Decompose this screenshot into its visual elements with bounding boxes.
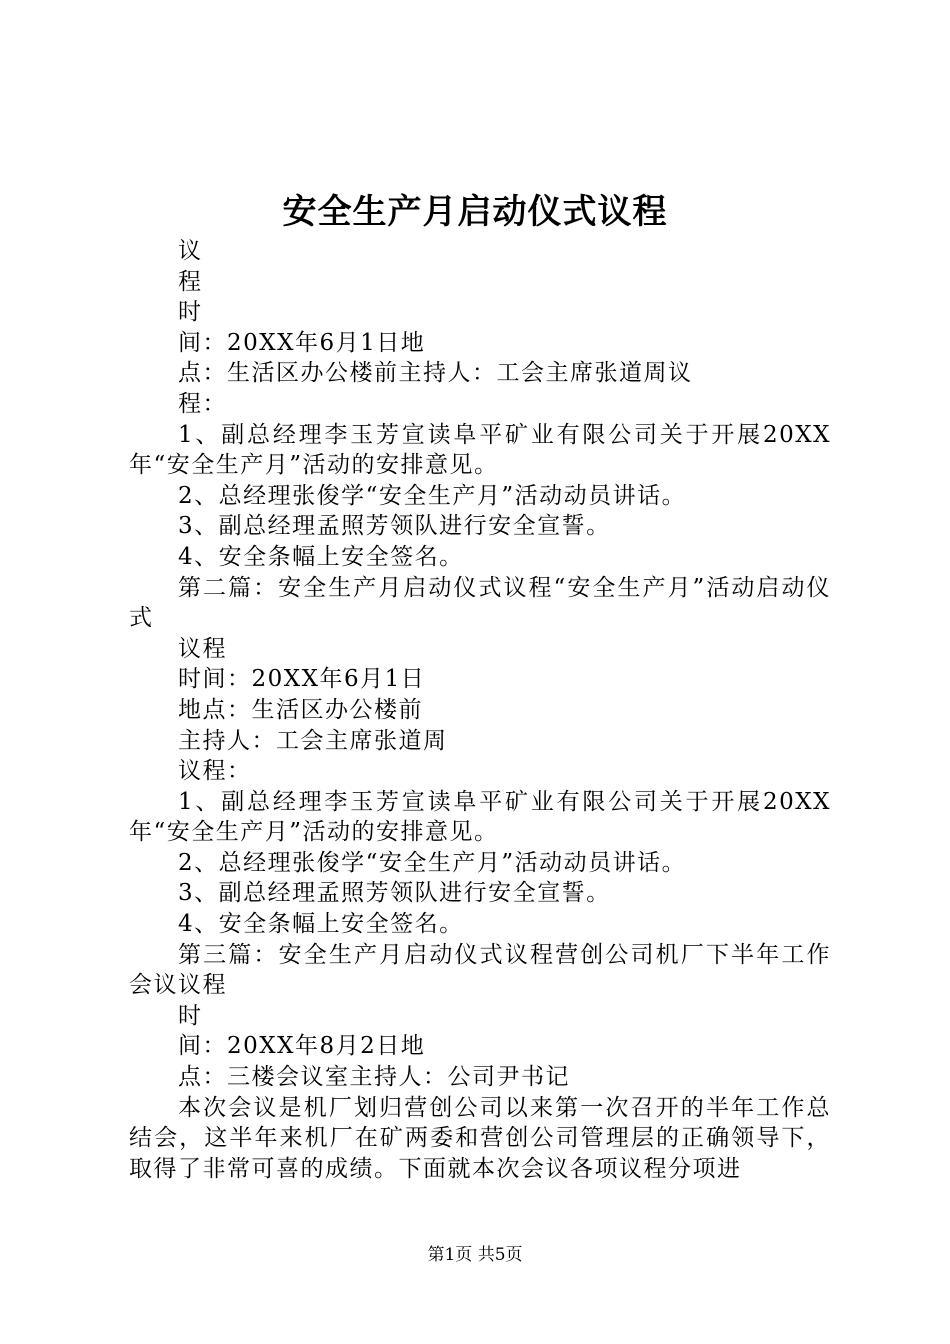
paragraph: 4、安全条幅上安全签名。 bbox=[178, 543, 464, 570]
paragraph: 程 bbox=[178, 268, 203, 295]
paragraph: 3、副总经理孟照芳领队进行安全宣誓。 bbox=[178, 880, 611, 907]
paragraph: 4、安全条幅上安全签名。 bbox=[178, 911, 464, 938]
paragraph: 本次会议是机厂划归营创公司以来第一次召开的半年工作总结会，这半年来机厂在矿两委和营创公司管理层的正确领导下，取得了非常可喜的成绩。下面就本次会议各项议程分项进 bbox=[129, 1094, 831, 1182]
paragraph: 点：生活区办公楼前主持人：工会主席张道周议 bbox=[178, 360, 693, 387]
paragraph: 议 bbox=[178, 238, 203, 264]
paragraph: 议程： bbox=[178, 758, 252, 785]
paragraph: 间：20XX年8月2日地 bbox=[178, 1033, 426, 1060]
paragraph: 1、副总经理李玉芳宣读阜平矿业有限公司关于开展20XX年“安全生产月”活动的安排意见。 bbox=[129, 421, 831, 479]
paragraph: 2、总经理张俊学“安全生产月”活动动员讲话。 bbox=[178, 482, 687, 509]
document-body bbox=[129, 236, 831, 1184]
paragraph: 3、副总经理孟照芳领队进行安全宣誓。 bbox=[178, 513, 611, 540]
page-title: 安全生产月启动仪式议程 bbox=[282, 192, 668, 232]
paragraph: 议程 bbox=[178, 635, 227, 662]
paragraph: 第三篇：安全生产月启动仪式议程营创公司机厂下半年工作会议议程 bbox=[129, 941, 831, 999]
paragraph: 时 bbox=[178, 1002, 203, 1029]
paragraph: 程： bbox=[178, 390, 227, 417]
paragraph: 第二篇：安全生产月启动仪式议程“安全生产月”活动启动仪式 bbox=[129, 574, 831, 632]
paragraph: 1、副总经理李玉芳宣读阜平矿业有限公司关于开展20XX年“安全生产月”活动的安排意见。 bbox=[129, 788, 831, 846]
page-footer: 第1页 共5页 bbox=[427, 1245, 523, 1265]
paragraph: 主持人：工会主席张道周 bbox=[178, 727, 448, 754]
paragraph: 地点：生活区办公楼前 bbox=[178, 696, 423, 723]
paragraph: 时 bbox=[178, 299, 203, 326]
paragraph: 2、总经理张俊学“安全生产月”活动动员讲话。 bbox=[178, 849, 687, 876]
paragraph: 时间：20XX年6月1日 bbox=[178, 666, 426, 693]
paragraph: 间：20XX年6月1日地 bbox=[178, 329, 426, 356]
paragraph: 点：三楼会议室主持人：公司尹书记 bbox=[178, 1064, 570, 1091]
